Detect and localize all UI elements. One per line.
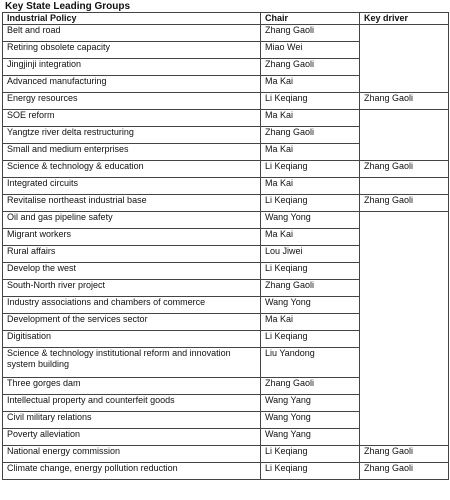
chair-cell: Lou Jiwei: [261, 246, 360, 263]
table-row: [3, 263, 449, 280]
policy-cell: Revitalise northeast industrial base: [3, 195, 261, 212]
policy-cell: Rural affairs: [3, 246, 261, 263]
key-driver-cell: [360, 395, 449, 412]
table-row: [3, 463, 449, 480]
table-row: [3, 178, 449, 195]
chair-cell: Li Keqiang: [261, 331, 360, 348]
chair-cell: Ma Kai: [261, 178, 360, 195]
policy-cell: South-North river project: [3, 280, 261, 297]
chair-cell: Li Keqiang: [261, 161, 360, 178]
table-row: [3, 212, 449, 229]
policy-cell: Belt and road: [3, 25, 261, 42]
policy-cell: Digitisation: [3, 331, 261, 348]
policy-cell: Oil and gas pipeline safety: [3, 212, 261, 229]
policy-cell: Small and medium enterprises: [3, 144, 261, 161]
key-driver-cell: [360, 144, 449, 161]
table-row: [3, 42, 449, 59]
chair-cell: Ma Kai: [261, 314, 360, 331]
policy-cell: Develop the west: [3, 263, 261, 280]
key-driver-cell: [360, 297, 449, 314]
header-industrial-policy: Industrial Policy: [3, 13, 261, 25]
policy-cell: Three gorges dam: [3, 378, 261, 395]
table-row: [3, 195, 449, 212]
policy-cell: Science & technology institutional reform and innovation system building: [3, 348, 261, 378]
key-driver-cell: Zhang Gaoli: [360, 446, 449, 463]
leading-groups-table: [2, 12, 449, 480]
policy-cell: Civil military relations: [3, 412, 261, 429]
key-driver-cell: [360, 178, 449, 195]
key-driver-cell: [360, 412, 449, 429]
chair-cell: Li Keqiang: [261, 463, 360, 480]
table-row: [3, 229, 449, 246]
table-row: [3, 127, 449, 144]
policy-cell: Energy resources: [3, 93, 261, 110]
policy-cell: Retiring obsolete capacity: [3, 42, 261, 59]
key-driver-cell: [360, 229, 449, 246]
chair-cell: Li Keqiang: [261, 263, 360, 280]
policy-cell: Migrant workers: [3, 229, 261, 246]
chair-cell: Zhang Gaoli: [261, 127, 360, 144]
chair-cell: Li Keqiang: [261, 446, 360, 463]
key-driver-cell: [360, 42, 449, 59]
key-driver-cell: [360, 280, 449, 297]
policy-cell: Intellectual property and counterfeit goods: [3, 395, 261, 412]
key-driver-cell: Zhang Gaoli: [360, 195, 449, 212]
table-row: [3, 331, 449, 348]
table-row: [3, 246, 449, 263]
policy-cell: Development of the services sector: [3, 314, 261, 331]
policy-cell: Advanced manufacturing: [3, 76, 261, 93]
key-driver-cell: [360, 25, 449, 42]
key-driver-cell: [360, 212, 449, 229]
table-row: [3, 412, 449, 429]
table-row: [3, 280, 449, 297]
key-driver-cell: [360, 76, 449, 93]
table-title: Key State Leading Groups: [5, 1, 131, 12]
table-row: [3, 395, 449, 412]
chair-cell: Ma Kai: [261, 76, 360, 93]
chair-cell: Zhang Gaoli: [261, 25, 360, 42]
table-header-row: [3, 13, 449, 25]
chair-cell: Wang Yong: [261, 412, 360, 429]
key-driver-cell: [360, 59, 449, 76]
chair-cell: Li Keqiang: [261, 195, 360, 212]
chair-cell: Zhang Gaoli: [261, 59, 360, 76]
table-row: [3, 348, 449, 378]
table-row: [3, 59, 449, 76]
chair-cell: Zhang Gaoli: [261, 280, 360, 297]
key-driver-cell: Zhang Gaoli: [360, 161, 449, 178]
policy-cell: Climate change, energy pollution reduction: [3, 463, 261, 480]
table-row: [3, 429, 449, 446]
key-driver-cell: Zhang Gaoli: [360, 93, 449, 110]
chair-cell: Liu Yandong: [261, 348, 360, 378]
table-row: [3, 446, 449, 463]
key-driver-cell: [360, 263, 449, 280]
table-row: [3, 378, 449, 395]
table-row: [3, 25, 449, 42]
chair-cell: Ma Kai: [261, 110, 360, 127]
chair-cell: Li Keqiang: [261, 93, 360, 110]
chair-cell: Ma Kai: [261, 229, 360, 246]
policy-cell: Science & technology & education: [3, 161, 261, 178]
header-key-driver: Key driver: [360, 13, 449, 25]
chair-cell: Wang Yong: [261, 297, 360, 314]
policy-cell: Poverty alleviation: [3, 429, 261, 446]
key-driver-cell: [360, 246, 449, 263]
chair-cell: Wang Yong: [261, 212, 360, 229]
table-row: [3, 110, 449, 127]
chair-cell: Zhang Gaoli: [261, 378, 360, 395]
table-row: [3, 161, 449, 178]
key-driver-cell: [360, 127, 449, 144]
key-driver-cell: Zhang Gaoli: [360, 463, 449, 480]
key-driver-cell: [360, 429, 449, 446]
table-row: [3, 144, 449, 161]
table-body: [3, 25, 449, 480]
header-chair: Chair: [261, 13, 360, 25]
table-row: [3, 297, 449, 314]
policy-cell: Yangtze river delta restructuring: [3, 127, 261, 144]
table-row: [3, 76, 449, 93]
key-driver-cell: [360, 314, 449, 331]
key-driver-cell: [360, 331, 449, 348]
policy-cell: Integrated circuits: [3, 178, 261, 195]
chair-cell: Miao Wei: [261, 42, 360, 59]
key-driver-cell: [360, 110, 449, 127]
table-row: [3, 314, 449, 331]
table-row: [3, 93, 449, 110]
policy-cell: Industry associations and chambers of commerce: [3, 297, 261, 314]
chair-cell: Wang Yang: [261, 429, 360, 446]
policy-cell: National energy commission: [3, 446, 261, 463]
chair-cell: Wang Yang: [261, 395, 360, 412]
policy-cell: Jingjinji integration: [3, 59, 261, 76]
key-driver-cell: [360, 348, 449, 378]
policy-cell: SOE reform: [3, 110, 261, 127]
chair-cell: Ma Kai: [261, 144, 360, 161]
key-driver-cell: [360, 378, 449, 395]
